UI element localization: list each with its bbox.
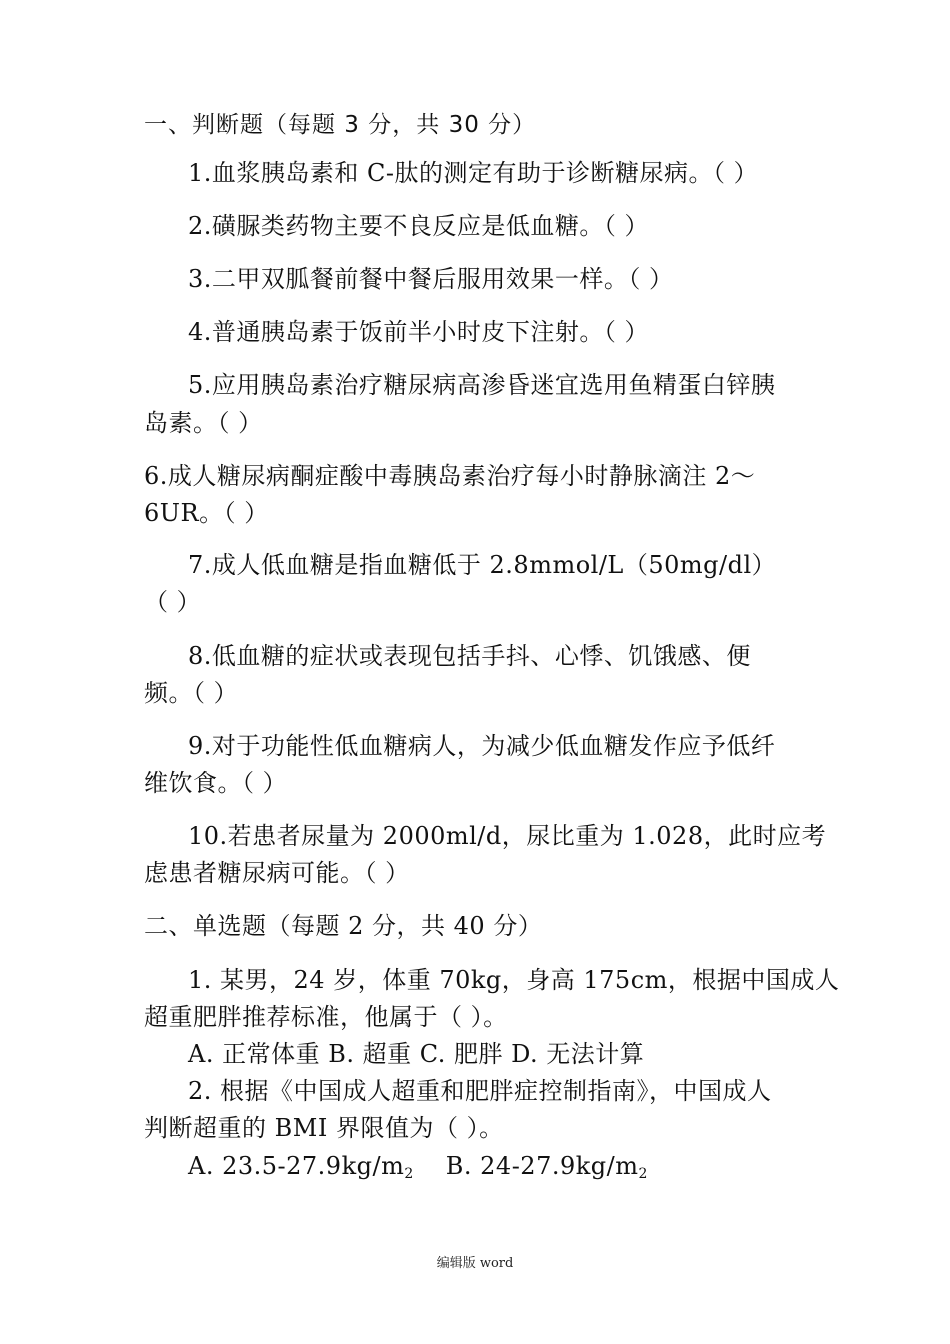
mc-question-1-line-1: 1. 某男，24 岁，体重 70kg，身高 175cm，根据中国成人 [188,966,840,994]
mc-question-2-options [188,1151,647,1189]
tf-question-8-line-2: 频。（ ） [144,679,239,707]
section-1-heading: 一、判断题（每题 3 分，共 30 分） [144,112,537,138]
tf-question-8-line-1: 8.低血糖的症状或表现包括手抖、心悸、饥饿感、便 [188,642,751,670]
tf-question-2: 2.磺脲类药物主要不良反应是低血糖。（ ） [188,212,650,240]
tf-question-6-line-1: 6.成人糖尿病酮症酸中毒胰岛素治疗每小时静脉滴注 2～ [144,462,756,490]
mc-question-1-line-2: 超重肥胖推荐标准，他属于（ ）。 [144,1003,508,1031]
mc-question-2-option-a: A. 23.5-27.9kg/m [188,1152,405,1180]
tf-question-5-line-1: 5.应用胰岛素治疗糖尿病高渗昏迷宜选用鱼精蛋白锌胰 [188,371,776,399]
tf-question-6-line-2: 6UR。（ ） [144,499,269,527]
section-2-heading: 二、单选题（每题 2 分，共 40 分） [144,912,543,940]
mc-question-2-line-1: 2. 根据《中国成人超重和肥胖症控制指南》，中国成人 [188,1077,772,1105]
tf-question-9-line-2: 维饮食。（ ） [144,769,288,797]
tf-question-5-line-2: 岛素。（ ） [144,409,263,437]
tf-question-10-line-2: 虑患者糖尿病可能。（ ） [144,859,410,887]
mc-question-2-option-b: B. 24-27.9kg/m [445,1152,639,1180]
unit-subscript: 2 [404,1166,414,1182]
tf-question-3: 3.二甲双胍餐前餐中餐后服用效果一样。（ ） [188,265,674,293]
tf-question-1: 1.血浆胰岛素和 C-肽的测定有助于诊断糖尿病。（ ） [188,159,759,187]
tf-question-10-line-1: 10.若患者尿量为 2000ml/d，尿比重为 1.028，此时应考 [188,822,827,850]
tf-question-7-line-2: （ ） [144,588,202,616]
unit-subscript: 2 [638,1166,648,1182]
tf-question-7-line-1: 7.成人低血糖是指血糖低于 2.8mmol/L（50mg/dl） [188,551,777,579]
tf-question-9-line-1: 9.对于功能性低血糖病人，为减少低血糖发作应予低纤 [188,732,776,760]
mc-question-2-line-2: 判断超重的 BMI 界限值为（ ）。 [144,1114,504,1142]
page-footer: 编辑版 word [436,1256,514,1271]
tf-question-4: 4.普通胰岛素于饭前半小时皮下注射。（ ） [188,318,650,346]
mc-question-1-options: A. 正常体重 B. 超重 C. 肥胖 D. 无法计算 [188,1040,645,1068]
